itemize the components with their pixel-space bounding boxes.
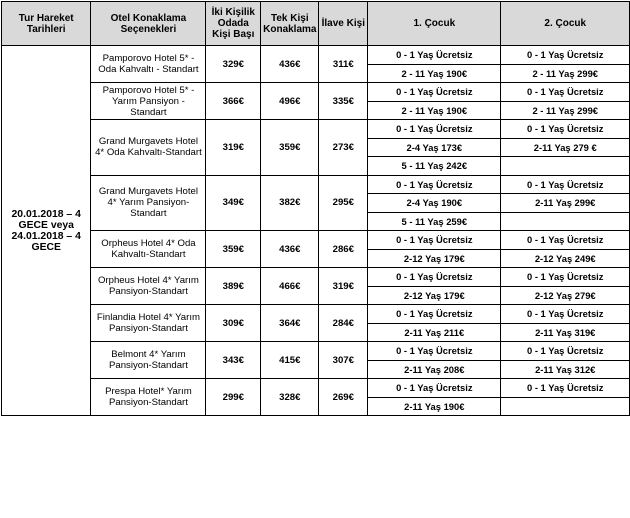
header-child1: 1. Çocuk — [368, 2, 501, 46]
hotel-name: Prespa Hotel* Yarım Pansiyon-Standart — [91, 379, 206, 416]
hotel-name: Pamporovo Hotel 5* - Yarım Pansiyon - Standart — [91, 83, 206, 120]
child1-price: 0 - 1 Yaş Ücretsiz — [368, 342, 501, 361]
child2-price: 0 - 1 Yaş Ücretsiz — [501, 46, 630, 65]
child1-price: 0 - 1 Yaş Ücretsiz — [368, 120, 501, 139]
price-double: 329€ — [206, 46, 261, 83]
child2-price: 2-12 Yaş 249€ — [501, 249, 630, 268]
header-hotel: Otel Konaklama Seçenekleri — [91, 2, 206, 46]
child2-price: 0 - 1 Yaş Ücretsiz — [501, 175, 630, 194]
price-extra: 319€ — [319, 268, 368, 305]
child1-price: 0 - 1 Yaş Ücretsiz — [368, 231, 501, 250]
price-double: 366€ — [206, 83, 261, 120]
price-table-container — [1, 1, 630, 416]
header-child2: 2. Çocuk — [501, 2, 630, 46]
header-row — [2, 2, 630, 46]
child2-price — [501, 157, 630, 176]
child1-price: 0 - 1 Yaş Ücretsiz — [368, 83, 501, 102]
price-double: 343€ — [206, 342, 261, 379]
child1-price: 0 - 1 Yaş Ücretsiz — [368, 175, 501, 194]
hotel-name: Grand Murgavets Hotel 4* Yarım Pansiyon-Standart — [91, 175, 206, 231]
child1-price: 2-4 Yaş 190€ — [368, 194, 501, 213]
child2-price: 2-11 Yaş 279 € — [501, 138, 630, 157]
header-double: İki Kişilik Odada Kişi Başı — [206, 2, 261, 46]
price-single: 415€ — [261, 342, 319, 379]
child1-price: 0 - 1 Yaş Ücretsiz — [368, 46, 501, 65]
price-extra: 295€ — [319, 175, 368, 231]
price-extra: 335€ — [319, 83, 368, 120]
price-extra: 286€ — [319, 231, 368, 268]
table-row — [2, 268, 630, 287]
price-extra: 307€ — [319, 342, 368, 379]
child2-price: 0 - 1 Yaş Ücretsiz — [501, 231, 630, 250]
hotel-name: Belmont 4* Yarım Pansiyon-Standart — [91, 342, 206, 379]
child1-price: 2-11 Yaş 208€ — [368, 360, 501, 379]
table-row — [2, 83, 630, 102]
child1-price: 5 - 11 Yaş 242€ — [368, 157, 501, 176]
tour-dates: 20.01.2018 – 4 GECE veya 24.01.2018 – 4 GECE — [2, 46, 91, 416]
hotel-name: Orpheus Hotel 4* Oda Kahvaltı-Standart — [91, 231, 206, 268]
child2-price — [501, 212, 630, 231]
child2-price: 0 - 1 Yaş Ücretsiz — [501, 120, 630, 139]
table-row — [2, 342, 630, 361]
price-single: 328€ — [261, 379, 319, 416]
price-double: 349€ — [206, 175, 261, 231]
price-extra: 311€ — [319, 46, 368, 83]
price-single: 466€ — [261, 268, 319, 305]
price-double: 319€ — [206, 120, 261, 176]
table-row — [2, 231, 630, 250]
hotel-name: Orpheus Hotel 4* Yarım Pansiyon-Standart — [91, 268, 206, 305]
child2-price: 0 - 1 Yaş Ücretsiz — [501, 305, 630, 324]
table-row — [2, 305, 630, 324]
price-extra: 284€ — [319, 305, 368, 342]
child2-price: 0 - 1 Yaş Ücretsiz — [501, 268, 630, 287]
header-dates: Tur Hareket Tarihleri — [2, 2, 91, 46]
price-double: 309€ — [206, 305, 261, 342]
child2-price: 2-12 Yaş 279€ — [501, 286, 630, 305]
child2-price: 0 - 1 Yaş Ücretsiz — [501, 379, 630, 398]
hotel-name: Grand Murgavets Hotel 4* Oda Kahvaltı-Standart — [91, 120, 206, 176]
child1-price: 2-11 Yaş 211€ — [368, 323, 501, 342]
child1-price: 2 - 11 Yaş 190€ — [368, 101, 501, 120]
child1-price: 0 - 1 Yaş Ücretsiz — [368, 268, 501, 287]
price-extra: 269€ — [319, 379, 368, 416]
child1-price: 5 - 11 Yaş 259€ — [368, 212, 501, 231]
child2-price: 2-11 Yaş 312€ — [501, 360, 630, 379]
price-double: 389€ — [206, 268, 261, 305]
price-single: 382€ — [261, 175, 319, 231]
table-row — [2, 46, 630, 65]
price-single: 496€ — [261, 83, 319, 120]
child1-price: 2-4 Yaş 173€ — [368, 138, 501, 157]
table-row — [2, 120, 630, 139]
price-single: 359€ — [261, 120, 319, 176]
child1-price: 0 - 1 Yaş Ücretsiz — [368, 379, 501, 398]
child1-price: 2-12 Yaş 179€ — [368, 286, 501, 305]
table-row — [2, 379, 630, 398]
child1-price: 2 - 11 Yaş 190€ — [368, 64, 501, 83]
child2-price — [501, 397, 630, 416]
child2-price: 2-11 Yaş 319€ — [501, 323, 630, 342]
price-single: 364€ — [261, 305, 319, 342]
price-table — [1, 1, 630, 416]
child1-price: 2-11 Yaş 190€ — [368, 397, 501, 416]
child2-price: 2 - 11 Yaş 299€ — [501, 64, 630, 83]
child2-price: 2 - 11 Yaş 299€ — [501, 101, 630, 120]
child2-price: 2-11 Yaş 299€ — [501, 194, 630, 213]
price-single: 436€ — [261, 231, 319, 268]
price-single: 436€ — [261, 46, 319, 83]
price-double: 299€ — [206, 379, 261, 416]
price-double: 359€ — [206, 231, 261, 268]
price-table-body — [2, 46, 630, 416]
header-single: Tek Kişi Konaklama — [261, 2, 319, 46]
child1-price: 2-12 Yaş 179€ — [368, 249, 501, 268]
child2-price: 0 - 1 Yaş Ücretsiz — [501, 342, 630, 361]
hotel-name: Finlandia Hotel 4* Yarım Pansiyon-Standart — [91, 305, 206, 342]
child2-price: 0 - 1 Yaş Ücretsiz — [501, 83, 630, 102]
hotel-name: Pamporovo Hotel 5* - Oda Kahvaltı - Standart — [91, 46, 206, 83]
header-extra: İlave Kişi — [319, 2, 368, 46]
table-row — [2, 175, 630, 194]
price-extra: 273€ — [319, 120, 368, 176]
child1-price: 0 - 1 Yaş Ücretsiz — [368, 305, 501, 324]
